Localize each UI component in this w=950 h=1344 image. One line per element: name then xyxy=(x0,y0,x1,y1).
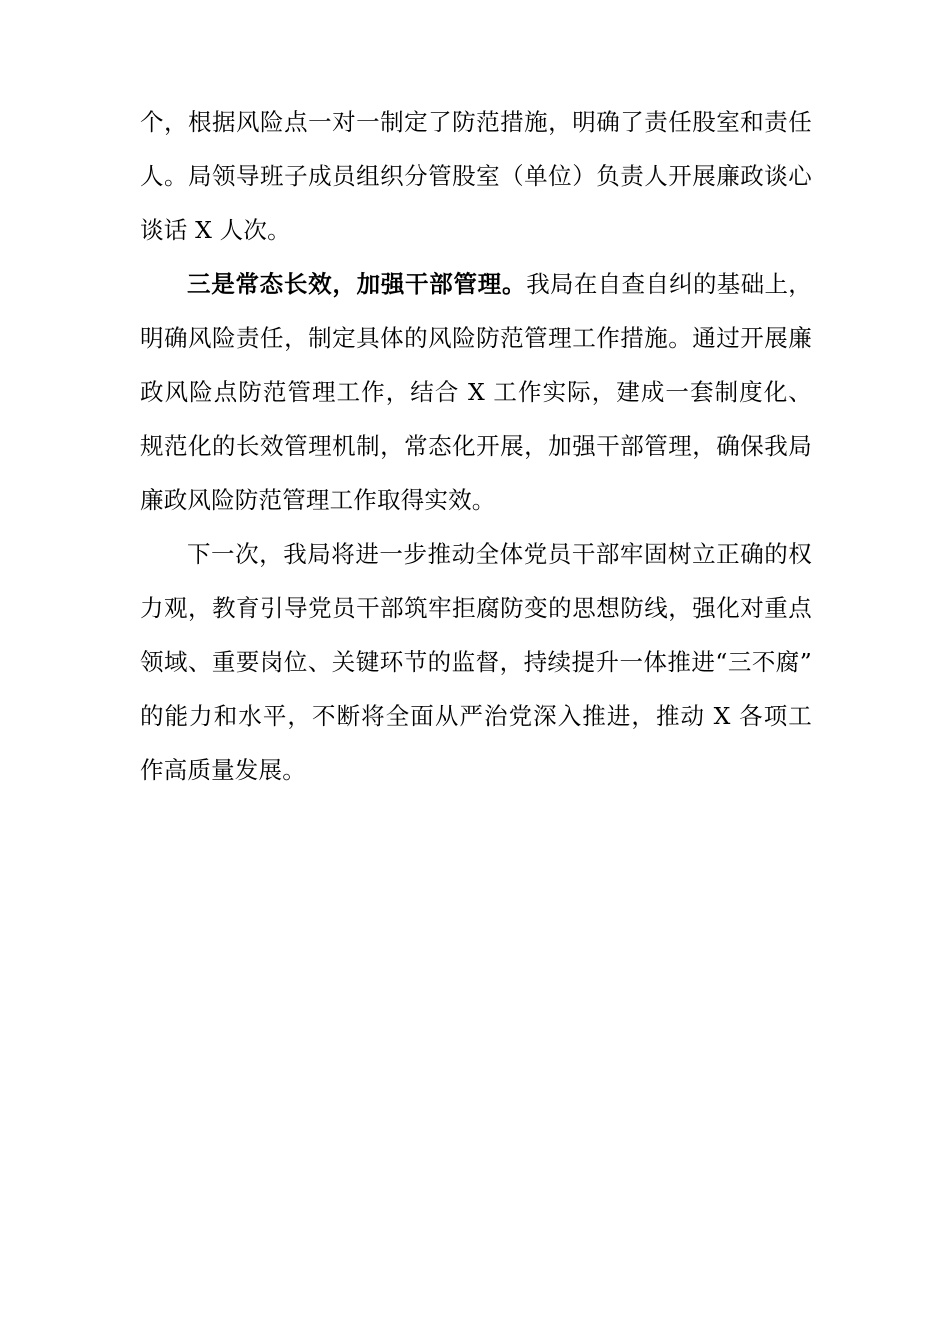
paragraph-text: 我局在自查自纠的基础上，明确风险责任，制定具体的风险防范管理工作措施。通过开展廉政风险点防范管理工作，结合 X 工作实际，建成一套制度化、规范化的长效管理机制，常态化开展，加强干部管理，确保我局廉政风险防范管理工作取得实效。 xyxy=(140,270,812,514)
document-body xyxy=(140,95,812,797)
paragraph-text: 个，根据风险点一对一制定了防范措施，明确了责任股室和责任人。局领导班子成员组织分管股室（单位）负责人开展廉政谈心谈话 X 人次。 xyxy=(140,108,812,244)
paragraph-text: 下一次，我局将进一步推动全体党员干部牢固树立正确的权力观，教育引导党员干部筑牢拒腐防变的思想防线，强化对重点领域、重要岗位、关键环节的监督，持续提升一体推进“三不腐”的能力和水平，不断将全面从严治党深入推进，推动 X 各项工作高质量发展。 xyxy=(140,540,812,784)
paragraph-continuation xyxy=(140,95,812,257)
paragraph-lead-heading: 三是常态长效，加强干部管理。 xyxy=(187,270,527,298)
paragraph-section-three xyxy=(140,257,812,527)
paragraph-closing xyxy=(140,527,812,797)
